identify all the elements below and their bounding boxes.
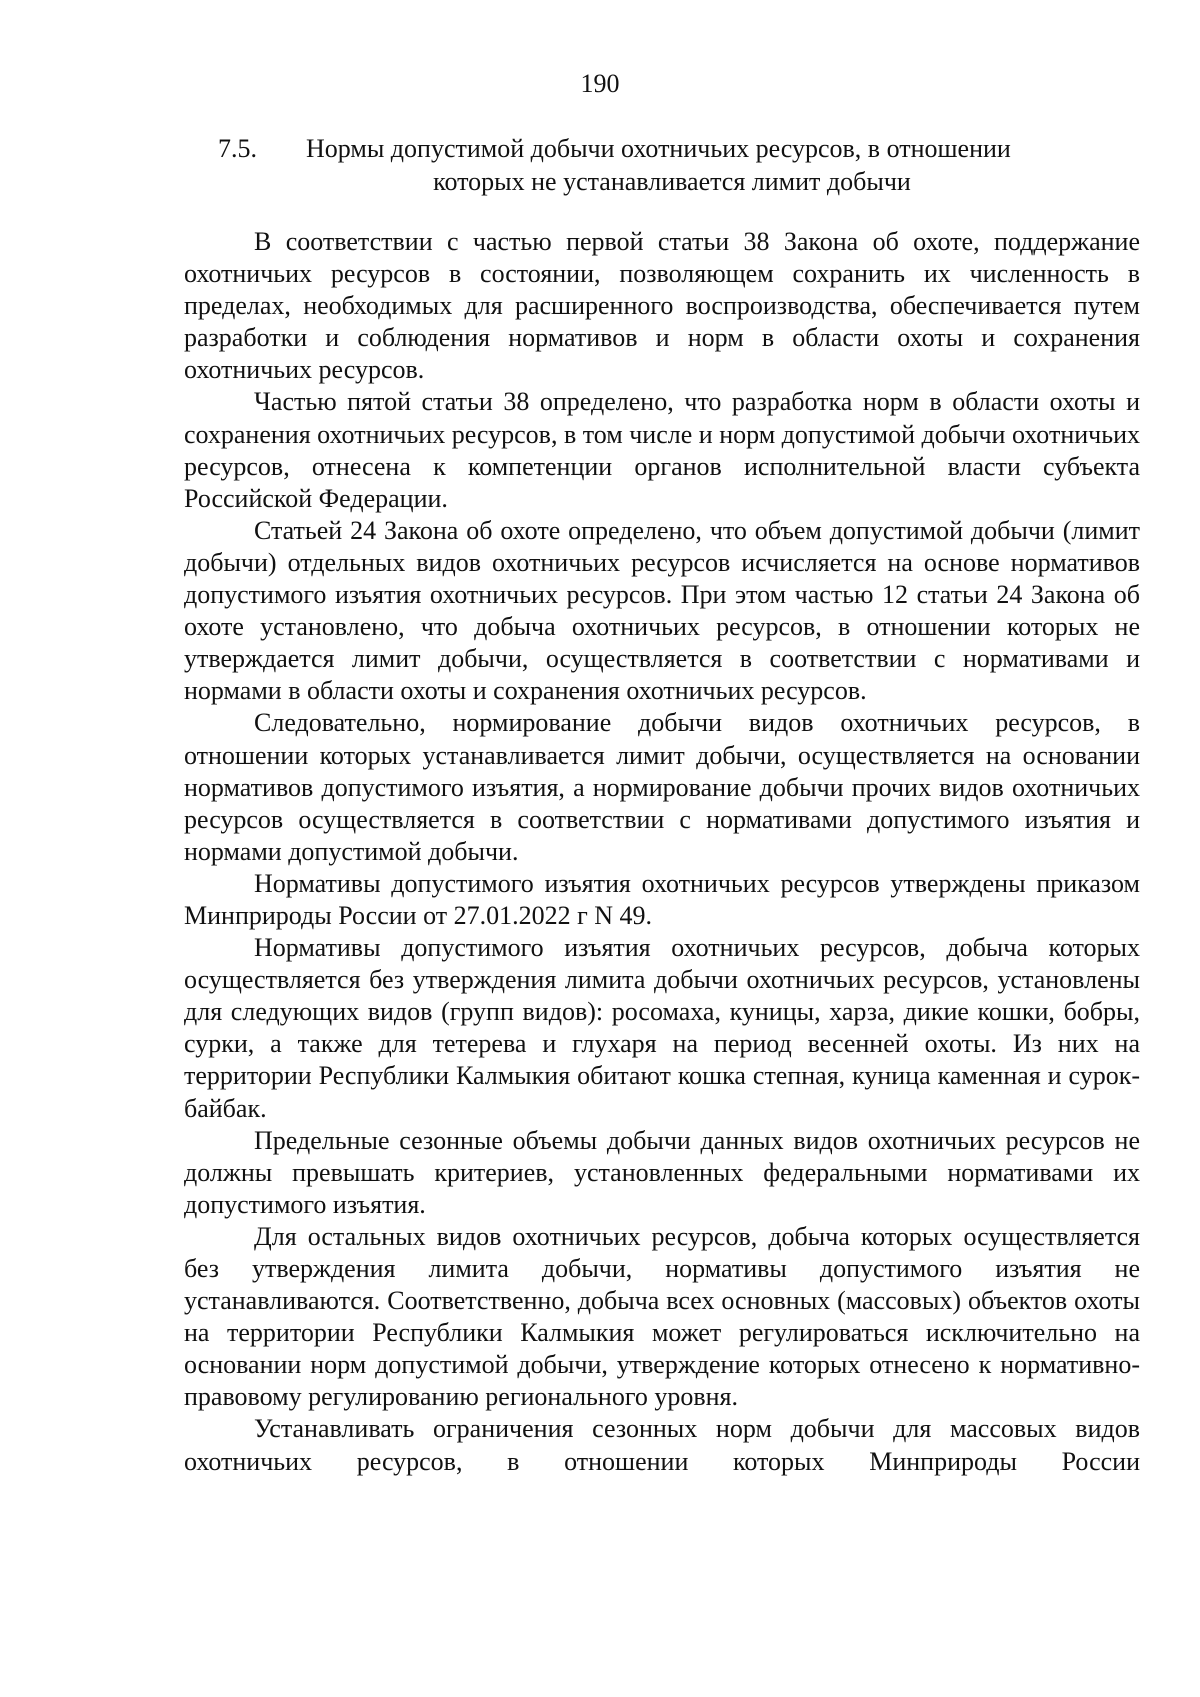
section-heading	[218, 132, 1098, 198]
paragraph-7: Предельные сезонные объемы добычи данных видов охотничьих ресурсов не должны превышать критериев, установленных федеральными нормативами их допустимого изъятия.	[184, 1125, 1140, 1219]
section-title-line-2: которых не устанавливается лимит добычи	[433, 167, 911, 196]
paragraph-3: Статьей 24 Закона об охоте определено, что объем допустимой добычи (лимит добычи) отдельных видов охотничьих ресурсов исчисляется на основе нормативов допустимого изъятия охотничьих ресурсов. При этом частью 12 статьи 24 Закона об охоте установлено, что добыча охотничьих ресурсов, в отношении которых не утверждается лимит добычи, осуществляется в соответствии с нормативами и нормами в области охоты и сохранения охотничьих ресурсов.	[184, 515, 1140, 706]
paragraph-8: Для остальных видов охотничьих ресурсов, добыча которых осуществляется без утверждения лимита добычи, нормативы допустимого изъятия не устанавливаются. Соответственно, добыча всех основных (массовых) объектов охоты на территории Республики Калмыкия может регулироваться исключительно на основании норм допустимой добычи, утверждение которых отнесено к нормативно-правовому регулированию регионального уровня.	[184, 1221, 1140, 1412]
body-text	[184, 226, 1140, 1478]
paragraph-9: Устанавливать ограничения сезонных норм добычи для массовых видов охотничьих ресурсов, в отношении которых Минприроды России	[184, 1414, 1140, 1476]
paragraph-1: В соответствии с частью первой статьи 38 Закона об охоте, поддержание охотничьих ресурсов в состоянии, позволяющем сохранить их численность в пределах, необходимых для расширенного воспроизводства, обеспечивается путем разработки и соблюдения нормативов и норм в области охоты и сохранения охотничьих ресурсов.	[184, 227, 1140, 385]
section-heading-line-1	[218, 132, 1098, 165]
paragraph-5: Нормативы допустимого изъятия охотничьих ресурсов утверждены приказом Минприроды России от 27.01.2022 г N 49.	[184, 868, 1140, 930]
section-number: 7.5.	[218, 134, 257, 163]
paragraph-4: Следовательно, нормирование добычи видов охотничьих ресурсов, в отношении которых устанавливается лимит добычи, осуществляется на основании нормативов допустимого изъятия, а нормирование добычи прочих видов охотничьих ресурсов осуществляется в соответствии с нормативами допустимого изъятия и нормами допустимой добычи.	[184, 708, 1140, 866]
page-number: 190	[580, 69, 620, 98]
paragraph-6: Нормативы допустимого изъятия охотничьих ресурсов, добыча которых осуществляется без утверждения лимита добычи охотничьих ресурсов, установлены для следующих видов (групп видов): росомаха, куницы, харза, дикие кошки, бобры, сурки, а также для тетерева и глухаря на период весенней охоты. Из них на территории Республики Калмыкия обитают кошка степная, куница каменная и сурок-байбак.	[184, 933, 1140, 1123]
section-title-line-1: Нормы допустимой добычи охотничьих ресурсов, в отношении	[306, 134, 1011, 163]
paragraph-2: Частью пятой статьи 38 определено, что разработка норм в области охоты и сохранения охотничьих ресурсов, в том числе и норм допустимой добычи охотничьих ресурсов, отнесена к компетенции органов исполнительной власти субъекта Российской Федерации.	[184, 387, 1140, 513]
